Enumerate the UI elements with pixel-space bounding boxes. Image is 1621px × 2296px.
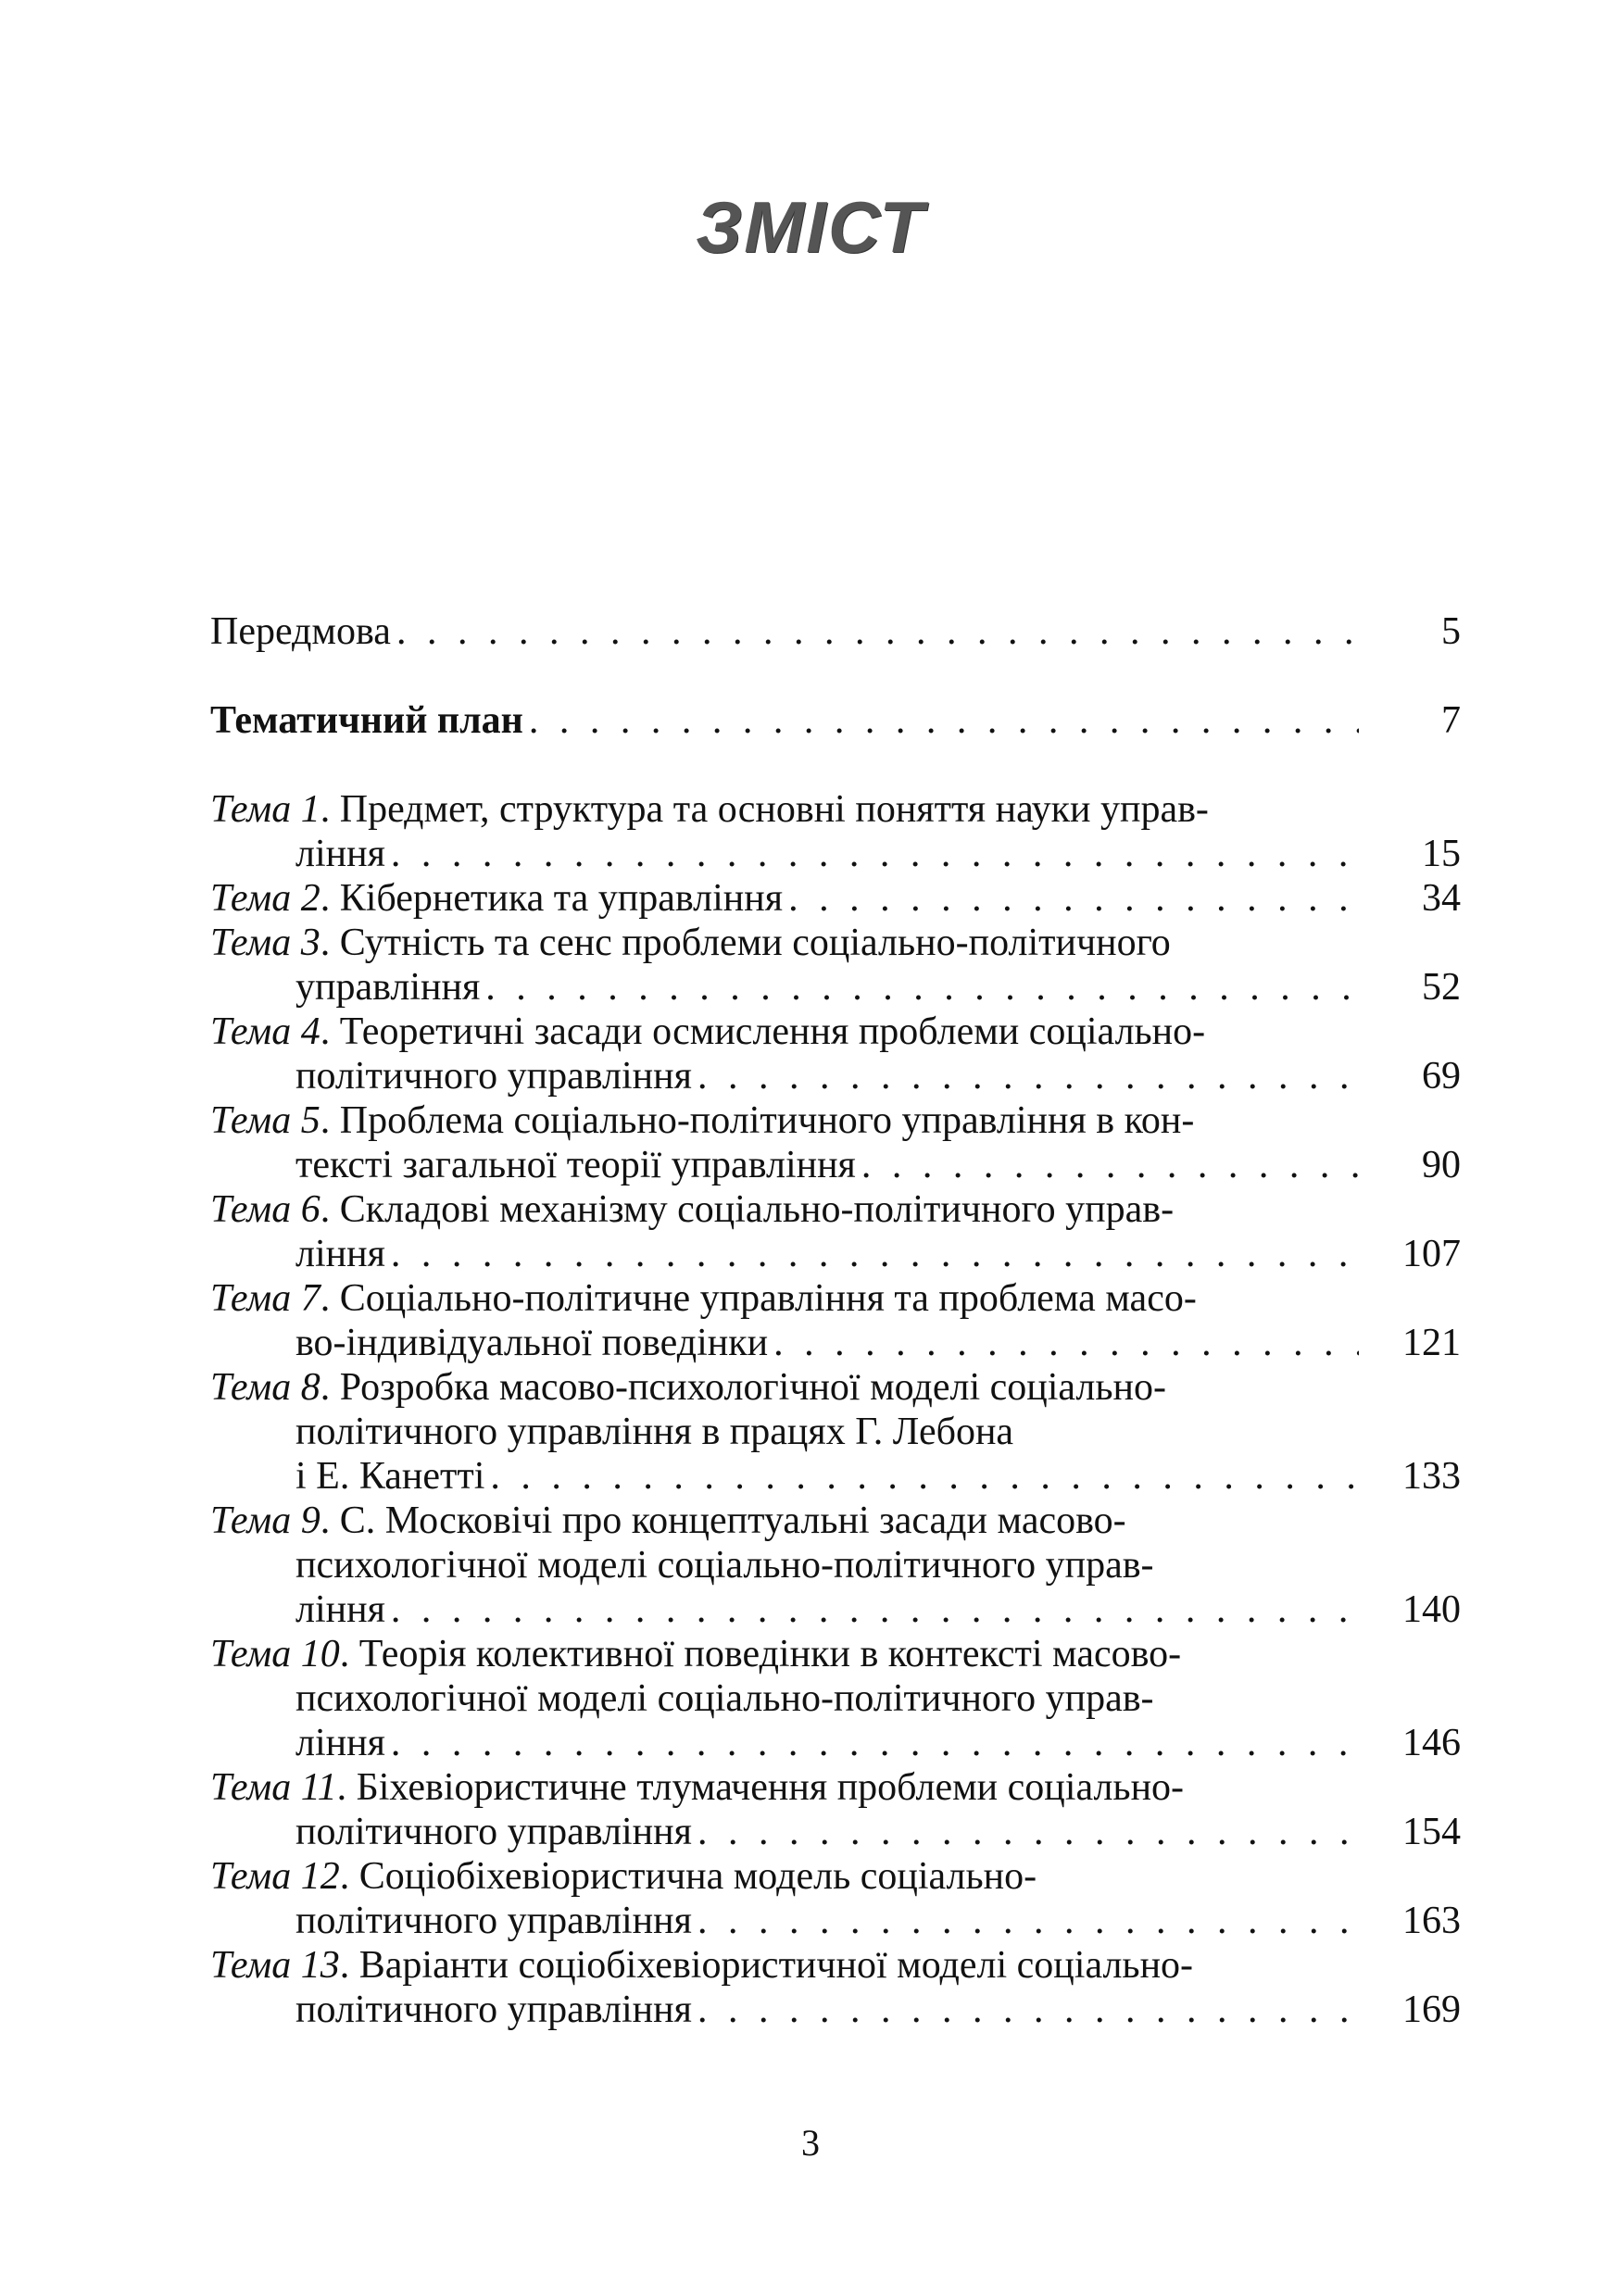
toc-line-text: ління: [295, 1233, 385, 1275]
toc-page-number: 163: [1402, 1900, 1461, 1942]
toc-line-text: [210, 1365, 1166, 1410]
toc-line: [210, 832, 1461, 876]
toc-page-number: 5: [1441, 610, 1461, 653]
toc-entry-topic-8[interactable]: [210, 1365, 1461, 1499]
toc-line-text: [210, 1765, 1184, 1810]
toc-line-text: політичного управління: [295, 1811, 692, 1853]
toc-line: [210, 965, 1461, 1010]
toc-line-text: політичного управління в працях Г. Лебона: [295, 1411, 1014, 1453]
topic-label: Тема 1: [210, 788, 320, 831]
toc-line-text: і Е. Канетті: [295, 1455, 485, 1498]
dot-leader: [385, 1232, 1359, 1276]
topic-label: Тема 5: [210, 1099, 320, 1142]
topic-title-text: . Проблема соціально-політичного управління в кон-: [320, 1099, 1195, 1142]
toc-entry-topic-4[interactable]: [210, 1010, 1461, 1098]
toc-page-number: 52: [1422, 966, 1461, 1009]
toc-page-number: 90: [1422, 1144, 1461, 1186]
topic-label: Тема 11: [210, 1766, 337, 1809]
topic-label: Тема 4: [210, 1010, 320, 1053]
dot-leader: [391, 609, 1359, 654]
toc-line: [210, 1187, 1461, 1232]
dot-leader: [385, 1587, 1359, 1632]
toc-entry-topic-12[interactable]: [210, 1854, 1461, 1943]
toc-line-text: [210, 787, 1209, 832]
toc-page-number: 169: [1402, 1989, 1461, 2031]
dot-leader: [484, 1454, 1359, 1499]
toc-page-number: 7: [1441, 699, 1461, 742]
toc-page-number: 107: [1402, 1233, 1461, 1275]
toc-line: [210, 1943, 1461, 1988]
toc-page-number: 15: [1422, 833, 1461, 875]
topic-title-text: . Сутність та сенс проблеми соціально-політичного: [320, 922, 1171, 964]
toc-line: [210, 1054, 1461, 1098]
toc-line-text: ління: [295, 1588, 385, 1631]
toc-line-text: [210, 1499, 1126, 1543]
topic-title-text: . Соціобіхевіористична модель соціально-: [339, 1855, 1037, 1898]
toc-line: [210, 1454, 1461, 1499]
toc-line-text: [210, 1098, 1194, 1143]
toc-line: [210, 1854, 1461, 1899]
toc-entry-topic-5[interactable]: [210, 1098, 1461, 1187]
toc-entry-thematic-plan[interactable]: [210, 698, 1461, 743]
toc-line: [210, 1765, 1461, 1810]
topic-title-text: . Теоретичні засади осмислення проблеми соціально-: [320, 1010, 1206, 1053]
toc-line: [210, 1632, 1461, 1676]
topic-label: Тема 3: [210, 922, 320, 964]
toc-page-number: 34: [1422, 877, 1461, 920]
topic-label: Тема 9: [210, 1499, 320, 1542]
toc-line-text: ління: [295, 833, 385, 875]
toc-page-number: 154: [1402, 1811, 1461, 1853]
toc-line: [210, 1543, 1461, 1587]
toc-entry-title: Тематичний план: [210, 699, 523, 742]
topic-title-text: . Соціально-політичне управління та проблема масо-: [320, 1277, 1197, 1320]
toc-line: [210, 1098, 1461, 1143]
toc-entry-title: Передмова: [210, 610, 391, 653]
toc-line: [210, 787, 1461, 832]
toc-line: [210, 1676, 1461, 1721]
dot-leader: [692, 1988, 1359, 2032]
toc-line: [210, 921, 1461, 965]
toc-line-text: [210, 1010, 1205, 1054]
toc-line-text: тексті загальної теорії управління: [295, 1144, 856, 1186]
toc-line-text: [210, 1276, 1197, 1321]
toc-entry-topic-2[interactable]: [210, 876, 1461, 921]
toc-line-text: [210, 1632, 1181, 1676]
dot-leader: [692, 1899, 1359, 1943]
toc-line: [210, 1321, 1461, 1365]
toc-page-number: 69: [1422, 1055, 1461, 1098]
toc-line: [210, 1499, 1461, 1543]
topic-list: [210, 787, 1461, 2032]
dot-leader: [768, 1321, 1359, 1365]
toc-line: [210, 1899, 1461, 1943]
topic-title-text: . Кібернетика та управління: [320, 877, 784, 920]
dot-leader: [385, 832, 1359, 876]
toc-entry-topic-9[interactable]: [210, 1499, 1461, 1632]
toc-line: [210, 1143, 1461, 1187]
topic-label: Тема 8: [210, 1366, 320, 1409]
topic-title-text: . Предмет, структура та основні поняття науки управ-: [320, 788, 1209, 831]
toc-line-text: [210, 1943, 1193, 1988]
toc-entry-topic-13[interactable]: [210, 1943, 1461, 2032]
topic-title-text: . Розробка масово-психологічної моделі соціально-: [320, 1366, 1166, 1409]
topic-title-text: . Теорія колективної поведінки в контексті масово-: [339, 1633, 1182, 1675]
dot-leader: [783, 876, 1359, 921]
toc-line: [210, 1988, 1461, 2032]
topic-label: Тема 6: [210, 1188, 320, 1231]
page-number: 3: [801, 2122, 820, 2164]
topic-label: Тема 10: [210, 1633, 340, 1675]
topic-label: Тема 2: [210, 877, 320, 920]
page-title: ЗМІСТ: [696, 186, 925, 268]
toc-entry-topic-10[interactable]: [210, 1632, 1461, 1765]
toc-line: [210, 1587, 1461, 1632]
dot-leader: [692, 1054, 1359, 1098]
topic-title-text: . С. Московічі про концептуальні засади масово-: [320, 1499, 1126, 1542]
table-of-contents: [210, 609, 1461, 2032]
dot-leader: [480, 965, 1359, 1010]
toc-line-text: управління: [295, 966, 481, 1009]
toc-page-number: 121: [1402, 1322, 1461, 1364]
toc-line: [210, 1410, 1461, 1454]
toc-line: [210, 1010, 1461, 1054]
toc-line-text: во-індивідуальної поведінки: [295, 1322, 769, 1364]
toc-entry-topic-3[interactable]: [210, 921, 1461, 1010]
toc-line-text: [210, 1854, 1037, 1899]
toc-entry-topic-1[interactable]: [210, 787, 1461, 876]
toc-line-text: [210, 921, 1171, 965]
toc-line-text: [210, 876, 783, 921]
topic-title-text: . Варіанти соціобіхевіористичної моделі соціально-: [339, 1944, 1194, 1987]
toc-entry-foreword[interactable]: [210, 609, 1461, 654]
toc-entry-topic-11[interactable]: [210, 1765, 1461, 1854]
toc-line: [210, 1365, 1461, 1410]
toc-line-text: ління: [295, 1722, 385, 1764]
toc-line-text: [210, 1187, 1174, 1232]
toc-line: [210, 1276, 1461, 1321]
topic-label: Тема 12: [210, 1855, 340, 1898]
toc-line-text: політичного управління: [295, 1900, 692, 1942]
dot-leader: [692, 1810, 1359, 1854]
topic-title-text: . Біхевіористичне тлумачення проблеми соціально-: [336, 1766, 1185, 1809]
dot-leader: [523, 698, 1359, 743]
toc-entry-topic-6[interactable]: [210, 1187, 1461, 1276]
toc-entry-topic-7[interactable]: [210, 1276, 1461, 1365]
toc-page-number: 140: [1402, 1588, 1461, 1631]
toc-line: [210, 876, 1461, 921]
toc-line-text: психологічної моделі соціально-політичного управ-: [295, 1544, 1154, 1587]
dot-leader: [856, 1143, 1359, 1187]
toc-line-text: політичного управління: [295, 1989, 692, 2031]
topic-label: Тема 7: [210, 1277, 320, 1320]
toc-line: [210, 1232, 1461, 1276]
toc-line: [210, 1810, 1461, 1854]
dot-leader: [385, 1721, 1359, 1765]
topic-label: Тема 13: [210, 1944, 340, 1987]
toc-line: [210, 1721, 1461, 1765]
toc-line-text: політичного управління: [295, 1055, 692, 1098]
toc-page-number: 133: [1402, 1455, 1461, 1498]
toc-page-number: 146: [1402, 1722, 1461, 1764]
toc-line-text: психологічної моделі соціально-політичного управ-: [295, 1677, 1154, 1720]
topic-title-text: . Складові механізму соціально-політичного управ-: [320, 1188, 1175, 1231]
